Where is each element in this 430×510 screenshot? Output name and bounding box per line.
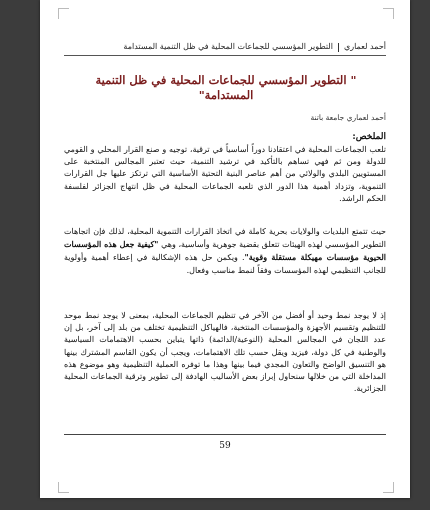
summary-heading: الملخص: <box>352 132 386 142</box>
paragraph-2-start: حيث تتمتع البلديات والولايات بحرية كاملة في اتخاذ القرارات التنموية المحلية، لذلك فإن اتجاهات التطوير المؤسسي لهذه الهيئات تتعلق بقضية جوهرية وأساسية، وهي <box>64 227 386 250</box>
header-author: أحمد لعماري <box>343 42 386 51</box>
page-number: 59 <box>219 441 231 451</box>
paragraph-2-end: . ويكمن حل هذه الإشكالية في إعطاء أهمية وأولوية للجانب التنظيمي لهذه المؤسسات وفقاً لنمط مناسب وفعال. <box>64 253 386 275</box>
article-title: " التطوير المؤسسي للجماعات المحلية في ظل التنمية المستدامة" <box>95 73 357 102</box>
summary-paragraph-2 <box>64 226 386 277</box>
paragraph-2-emphasis: "كيفية جعل هذه المؤسسات الحيوية مؤسسات مهيكلة مستقلة وقوية" <box>64 239 387 263</box>
running-header <box>64 42 386 52</box>
footer-rule <box>64 434 386 435</box>
summary-paragraph-1: تلعب الجماعات المحلية في اعتقادنا دوراً أساسياً في ترقية، توجيه و صنع القرار المحلي و القومي للدولة ومن ثم فهي تساهم بالتأكيد في ترشيد التنمية، حيث تعتبر المجالس المنتخبة على المستويين البلدي والولائي من أهم عناصر البنية التحتية الأساسية التي ترتكز عليها جل القرارات التنموية، وتزداد أهمية هذا الدور الذي تلعبه الجماعات المحلية في ظل انتهاج الجزائر لفلسفة الحكم الراشد. <box>64 145 386 203</box>
header-rule <box>64 55 386 56</box>
summary-paragraph-3: إذ لا يوجد نمط وحيد أو أفضل من الآخر في تنظيم الجماعات المحلية، بمعنى لا يوجد نمط موحد للتنظيم وتقسيم الأجهزة والمؤسسات المنتخبة، فالهياكل التنظيمية تختلف من بلد إلى آخر، بل إن عدد اللجان في المجالس المحلية (النوعية/الدائمة) ذاتها يتباين بحسب الاهتمامات السياسية والوطنية في كل دولة، فيزيد ويقل حسب تلك الاهتمامات، ويجب أن يكون القاسم المشترك بينها هو التنسيق الواضح والتعاون المجدي فيما بينها وهذا ما توفره العملية التنظيمية وهو موضوع هذه المداخلة التي من خلالها سنحاول إبراز بعض الأساليب الهادفة إلى تطوير وترقية الجماعات المحلية الجزائرية. <box>64 311 386 394</box>
document-page <box>40 0 410 498</box>
author-line: أحمد لعماري جامعة باتنة <box>310 113 386 122</box>
header-separator <box>338 43 339 52</box>
header-running-title: التطوير المؤسسي للجماعات المحلية في ظل التنمية المستدامة <box>123 42 333 51</box>
